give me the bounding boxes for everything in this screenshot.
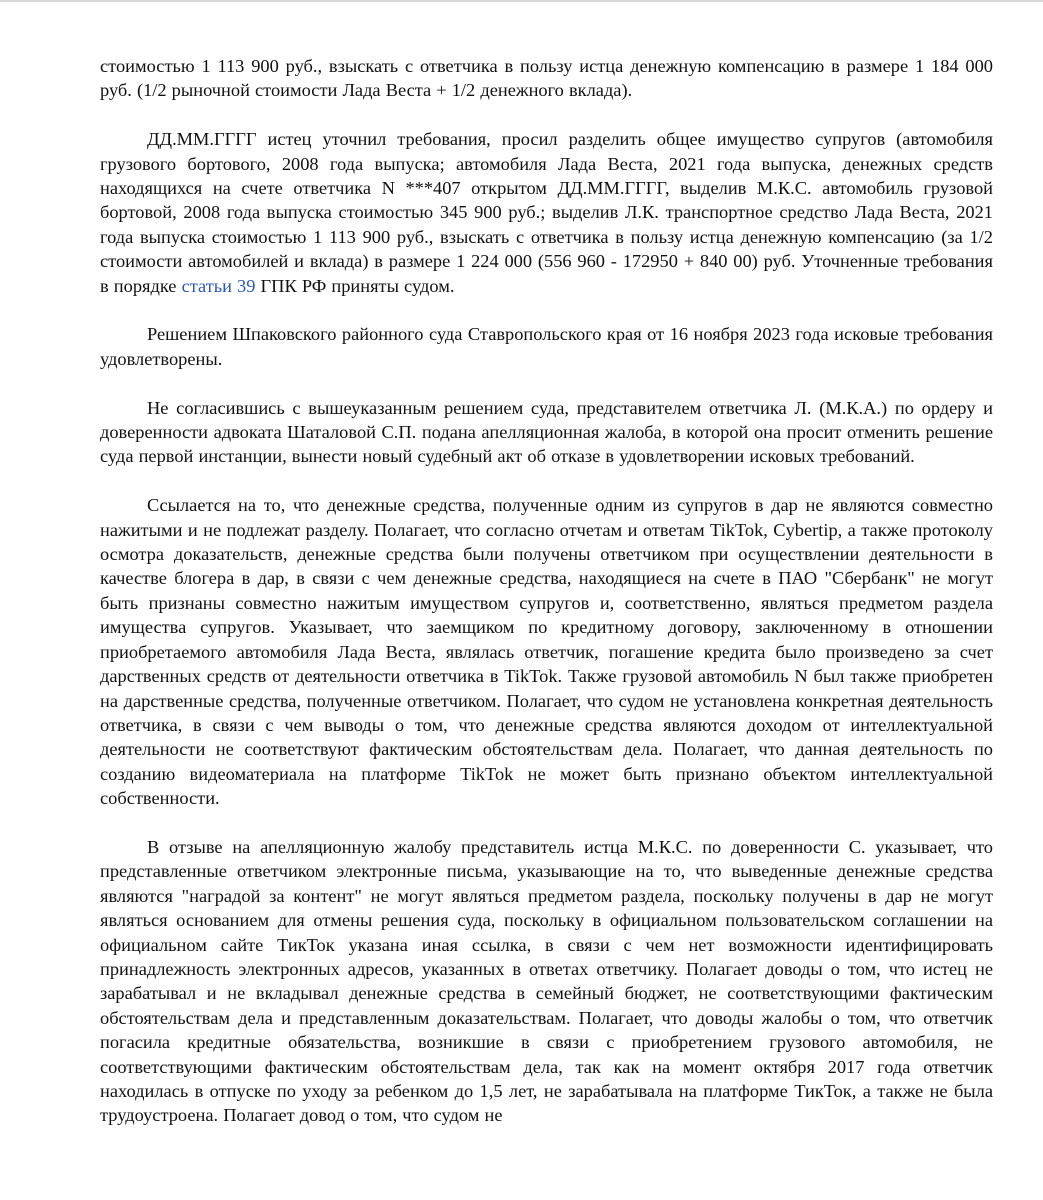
paragraph-appeal: Не согласившись с вышеуказанным решением суда, представителем ответчика Л. (М.К.А.) по ордеру и доверенности адвоката Шаталовой С.П. подана апелляционная жалоба, в которой она просит отменить решение суда первой инстанции, вынести новый судебный акт об отказе в удовлетворении исковых требований. bbox=[100, 397, 993, 467]
paragraph-response-to-appeal: В отзыве на апелляционную жалобу представитель истца М.К.С. по доверенности С. указывает, что представленные ответчиком электронные письма, указывающие на то, что выведенные денежные средства являются "наградой за контент" не могут являться предметом раздела, поскольку получены в дар не могут являться основанием для отмены решения суда, поскольку в официальном пользовательском соглашении на официальном сайте ТикТок указана иная ссылка, в связи с чем нет возможности идентифицировать принадлежность электронных адресов, указанных в ответах ответчику. Полагает доводы о том, что истец не зарабатывал и не вкладывал денежные средства в семейный бюджет, не соответствующими фактическим обстоятельствам дела и представленным доказательствам. Полагает, что доводы жалобы о том, что ответчик погасила кредитные обязательства, возникшие в связи с приобретением грузового автомобиля, не соответствующими фактическим обстоятельствам дела, так как на момент октября 2017 года ответчик находилась в отпуске по уходу за ребенком до 1,5 лет, не зарабатывала на платформе ТикТок, а также не была трудоустроена. Полагает довод о том, что судом не bbox=[100, 836, 993, 1126]
paragraph-continuation: стоимостью 1 113 900 руб., взыскать с ответчика в пользу истца денежную компенсацию в размере 1 184 000 руб. (1/2 рыночной стоимости Лада Веста + 1/2 денежного вклада). bbox=[100, 56, 993, 101]
paragraph-appeal-arguments: Ссылается на то, что денежные средства, полученные одним из супругов в дар не являются совместно нажитыми и не подлежат разделу. Полагает, что согласно отчетам и ответам TikTok, Cybertip, а также протоколу осмотра доказательств, денежные средства были получены ответчиком при осуществлении деятельности в качестве блогера в дар, в связи с чем денежные средства, находящиеся на счете в ПАО "Сбербанк" не могут быть признаны совместно нажитым имуществом супругов и, соответственно, являться предметом раздела имущества супругов. Указывает, что заемщиком по кредитному договору, заключенному в отношении приобретаемого автомобиля Лада Веста, являлась ответчик, погашение кредита было произведено за счет дарственных средств от деятельности ответчика в TikTok. Также грузовой автомобиль N был также приобретен на дарственные средства, полученные ответчиком. Полагает, что судом не установлена конкретная деятельность ответчика, в связи с чем выводы о том, что денежные средства являются доходом от интеллектуальной деятельности не соответствуют фактическим обстоятельствам дела. Полагает, что данная деятельность по созданию видеоматериала на платформе TikTok не может быть признано объектом интеллектуальной собственности. bbox=[100, 495, 993, 809]
paragraph-text: ДД.ММ.ГГГГ истец уточнил требования, просил разделить общее имущество супругов (автомобиля грузового бортового, 2008 года выпуска; автомобиля Лада Веста, 2021 года выпуска, денежных средств находящихся на счете ответчика N ***407 открытом ДД.ММ.ГГГГ, выделив М.К.С. автомобиль грузовой бортовой, 2008 года выпуска стоимостью 345 900 руб.; выделив Л.К. транспортное средство Лада Веста, 2021 года выпуска стоимостью 1 113 900 руб., взыскать с ответчика в пользу истца денежную компенсацию (за 1/2 стоимости автомобилей и вклада) в размере 1 224 000 (556 960 - 172950 + 840 00) руб. Уточненные требования в порядке bbox=[100, 129, 993, 296]
paragraph-text: ГПК РФ приняты судом. bbox=[255, 275, 455, 296]
statute-article-link[interactable]: статьи 39 bbox=[181, 275, 256, 296]
document-body bbox=[100, 54, 993, 1152]
paragraph-clarified-claims bbox=[100, 127, 993, 298]
paragraph-court-decision: Решением Шпаковского районного суда Ставропольского края от 16 ноября 2023 года исковые требования удовлетворены. bbox=[100, 324, 993, 369]
top-divider bbox=[0, 0, 1043, 2]
